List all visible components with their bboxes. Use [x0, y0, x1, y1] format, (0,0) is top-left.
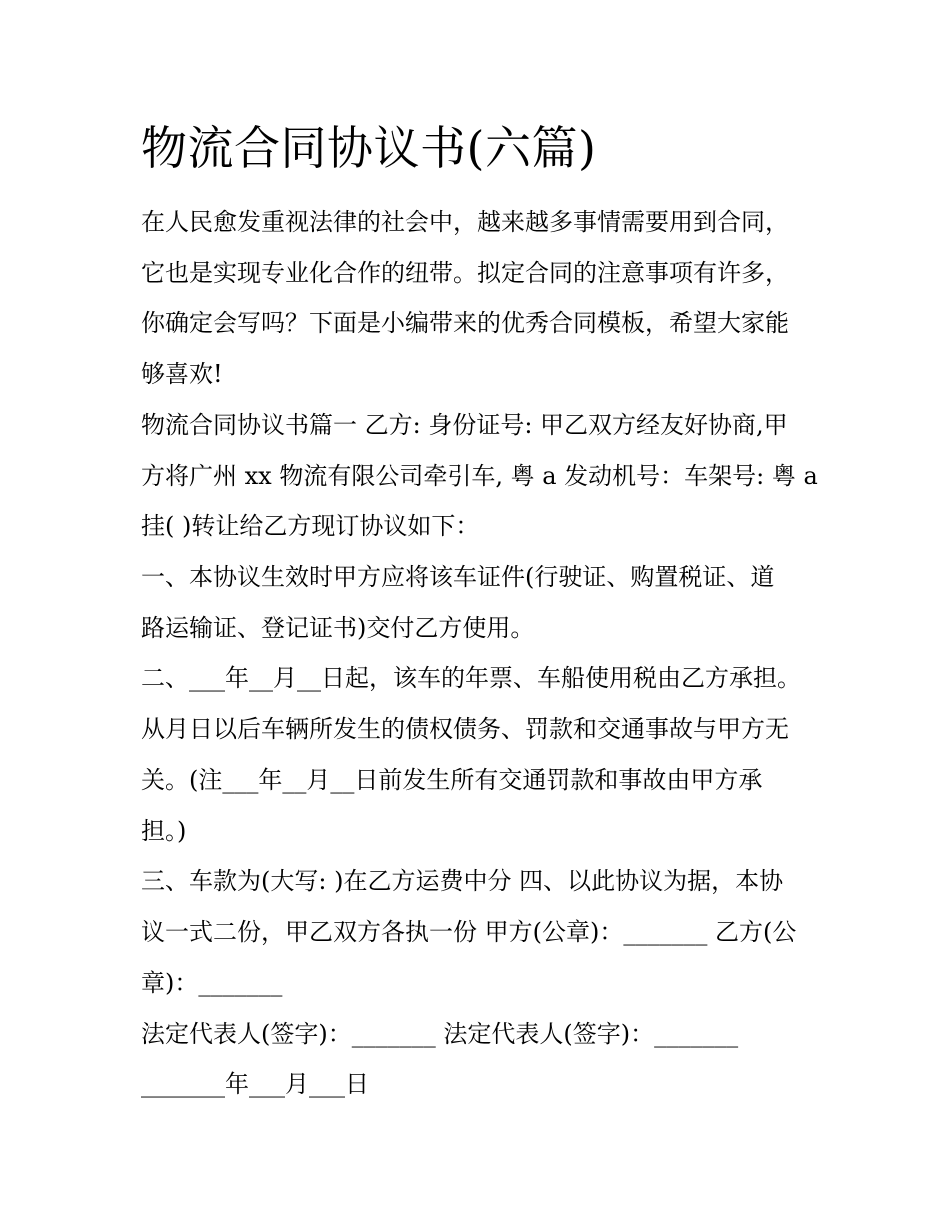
body-line-intro-2: 它也是实现专业化合作的纽带。拟定合同的注意事项有许多， — [141, 259, 789, 287]
body-line-intro-4: 够喜欢! — [141, 360, 223, 388]
clause-1-line-2: 路运输证、登记证书)交付乙方使用。 — [141, 614, 535, 642]
clause-1-line-1: 一、本协议生效时甲方应将该车证件(行驶证、购置税证、道 — [141, 563, 775, 591]
body-line-part1-3: 挂( )转让给乙方现订协议如下： — [141, 512, 480, 540]
clause-2-line-4: 担。) — [141, 817, 187, 845]
signature-line: 法定代表人(签字)：_______ 法定代表人(签字)：_______ — [141, 1020, 739, 1048]
body-line-part1-1: 物流合同协议书篇一 乙方: 身份证号: 甲乙双方经友好协商,甲 — [141, 411, 788, 439]
clause-3-line-1: 三、车款为(大写: )在乙方运费中分 四、以此协议为据，本协 — [141, 867, 784, 895]
body-line-part1-2: 方将广州 xx 物流有限公司牵引车, 粤 a 发动机号：车架号: 粤 a — [141, 462, 818, 490]
document-title: 物流合同协议书(六篇) — [141, 121, 597, 175]
clause-3-line-3: 章)：_______ — [141, 969, 283, 997]
body-line-intro-3: 你确定会写吗？下面是小编带来的优秀合同模板，希望大家能 — [141, 309, 789, 337]
clause-2-line-3: 关。(注___年__月__日前发生所有交通罚款和事故由甲方承 — [141, 766, 763, 794]
clause-3-line-2: 议一式二份，甲乙双方各执一份 甲方(公章)：_______ 乙方(公 — [141, 918, 797, 946]
clause-2-line-2: 从月日以后车辆所发生的债权债务、罚款和交通事故与甲方无 — [141, 715, 789, 743]
clause-2-line-1: 二、___年__月__日起，该车的年票、车船使用税由乙方承担。 — [141, 664, 801, 692]
date-line: _______年___月___日 — [141, 1070, 369, 1098]
body-line-intro-1: 在人民愈发重视法律的社会中，越来越多事情需要用到合同， — [141, 208, 789, 236]
